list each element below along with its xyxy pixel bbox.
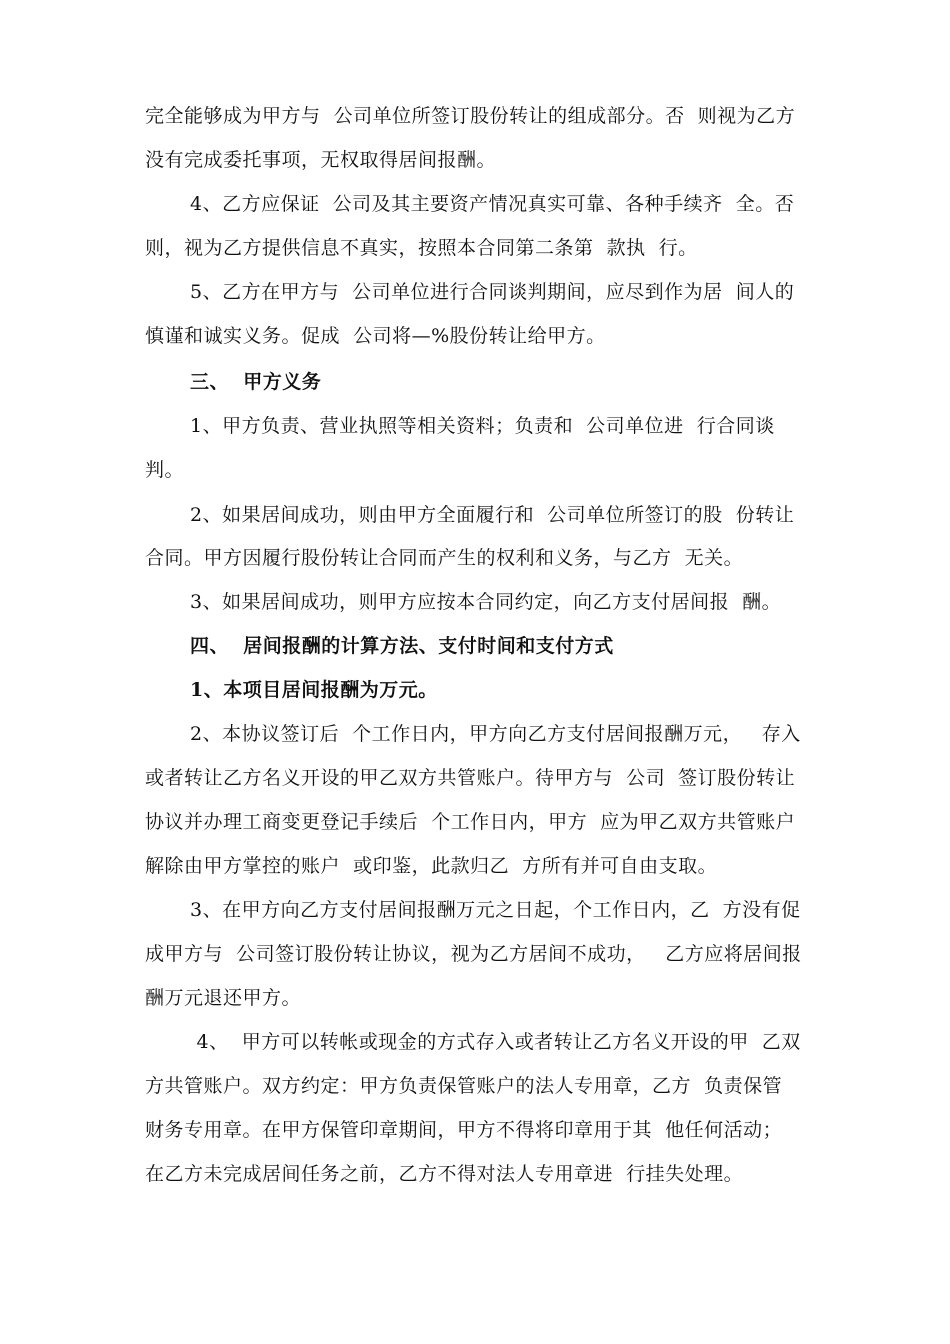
text-line: 判。 bbox=[145, 459, 185, 481]
text-line: 协议并办理工商变更登记手续后 个工作日内，甲方 应为甲乙双方共管账户 bbox=[145, 811, 796, 833]
text-line: 慎谨和诚实义务。促成 公司将—%股份转让给甲方。 bbox=[145, 325, 606, 347]
text-line: 完全能够成为甲方与 公司单位所签订股份转让的组成部分。否 则视为乙方 bbox=[145, 105, 796, 127]
text-line: 4、乙方应保证 公司及其主要资产情况真实可靠、各种手续齐 全。否 bbox=[190, 193, 795, 215]
text-line: 在乙方未完成居间任务之前，乙方不得对法人专用章进 行挂失处理。 bbox=[145, 1163, 744, 1185]
text-line: 酬万元退还甲方。 bbox=[145, 987, 302, 1009]
text-line: 3、在甲方向乙方支付居间报酬万元之日起，个工作日内，乙 方没有促 bbox=[190, 899, 801, 921]
text-line: 成甲方与 公司签订股份转让协议，视为乙方居间不成功， 乙方应将居间报 bbox=[145, 943, 802, 965]
section-heading: 三、 甲方义务 bbox=[190, 371, 322, 393]
text-line: 5、乙方在甲方与 公司单位进行合同谈判期间，应尽到作为居 间人的 bbox=[190, 281, 795, 303]
text-line: 2、如果居间成功，则由甲方全面履行和 公司单位所签订的股 份转让 bbox=[190, 504, 795, 526]
text-line: 则，视为乙方提供信息不真实，按照本合同第二条第 款执 行。 bbox=[145, 237, 698, 259]
text-line: 合同。甲方因履行股份转让合同而产生的权利和义务，与乙方 无关。 bbox=[145, 547, 744, 569]
bold-line: 1、本项目居间报酬为万元。 bbox=[190, 679, 438, 701]
text-line: 财务专用章。在甲方保管印章期间，甲方不得将印章用于其 他任何活动； bbox=[145, 1119, 783, 1141]
text-line: 方共管账户。双方约定：甲方负责保管账户的法人专用章，乙方 负责保管 bbox=[145, 1075, 783, 1097]
text-line: 没有完成委托事项，无权取得居间报酬。 bbox=[145, 149, 497, 171]
text-line: 1、甲方负责、营业执照等相关资料；负责和 公司单位进 行合同谈 bbox=[190, 415, 775, 437]
text-line: 或者转让乙方名义开设的甲乙双方共管账户。待甲方与 公司 签订股份转让 bbox=[145, 767, 796, 789]
text-line: 解除由甲方掌控的账户 或印鉴，此款归乙 方所有并可自由支取。 bbox=[145, 855, 718, 877]
text-line: 2、本协议签订后 个工作日内，甲方向乙方支付居间报酬万元， 存入 bbox=[190, 723, 801, 745]
text-line: 3、如果居间成功，则甲方应按本合同约定，向乙方支付居间报 酬。 bbox=[190, 591, 782, 613]
section-heading: 四、 居间报酬的计算方法、支付时间和支付方式 bbox=[190, 635, 614, 657]
text-line: 4、 甲方可以转帐或现金的方式存入或者转让乙方名义开设的甲 乙双 bbox=[190, 1031, 801, 1053]
